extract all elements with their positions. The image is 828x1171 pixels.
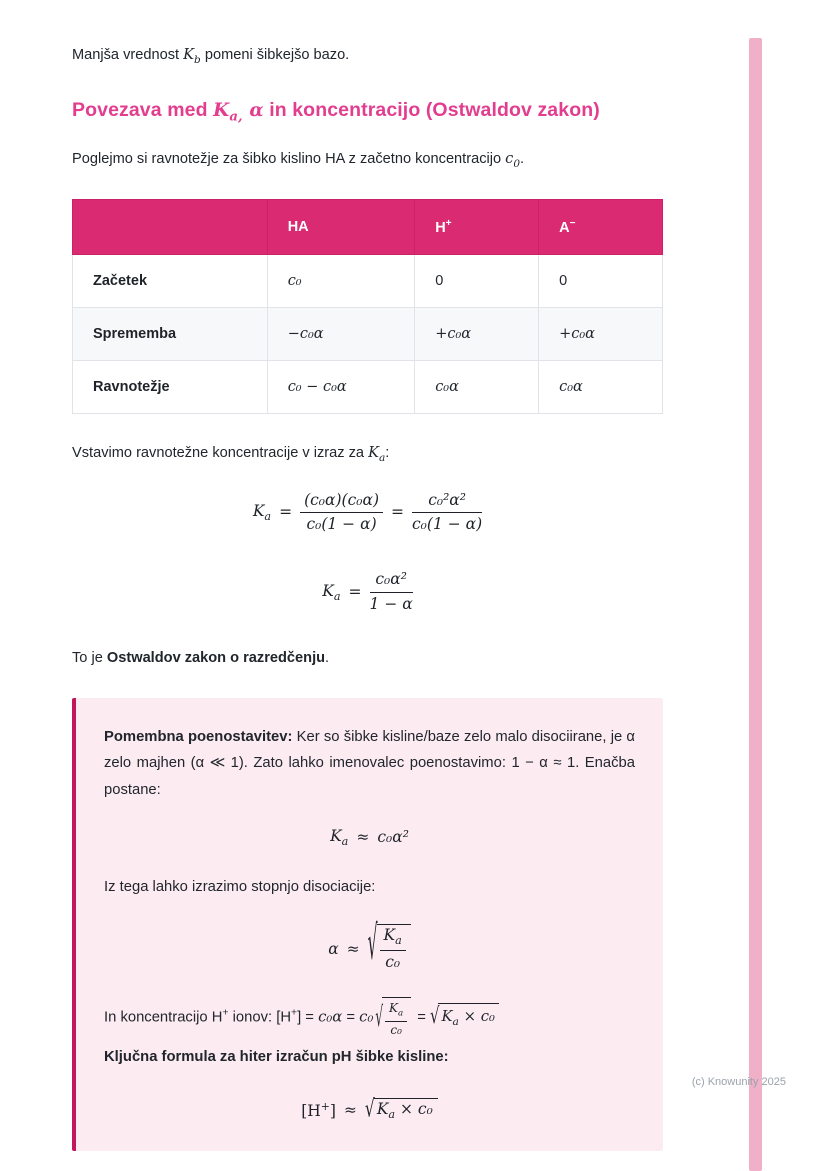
approx-sign: ≈	[343, 1100, 357, 1119]
header-h-plus: H+	[415, 200, 539, 255]
row-label: Sprememba	[73, 307, 268, 360]
tagline-text-pre: To je	[72, 650, 107, 667]
tagline-text-post: .	[325, 650, 330, 667]
math-var-ka: $K_{a,}$	[213, 99, 243, 125]
cell-math: −c₀α	[267, 307, 415, 360]
table-row-ravnotezje	[73, 360, 663, 413]
math-var-alpha: α	[328, 939, 339, 958]
callout-paragraph-h-ions: In koncentracijo H+ ionov: [H+] = c₀α = c₀ √ $\frac{K_a}{\text{c₀}}$ = √ $K_a \times c_0$	[104, 997, 635, 1038]
row-label: Začetek	[73, 254, 268, 307]
document-content	[72, 0, 663, 1151]
cell-math: c₀	[267, 254, 415, 307]
equals-sign: =	[279, 503, 293, 522]
intro-text-pre: Manjša vrednost	[72, 47, 184, 63]
header-ha: HA	[267, 200, 415, 255]
callout-paragraph-simplification	[104, 724, 635, 803]
ostwald-law-name: Ostwaldov zakon o razredčenju	[106, 650, 326, 667]
table-header-row	[73, 200, 663, 255]
callout-key-formula-label: Ključna formula za hiter izračun pH šibke kisline:	[104, 1048, 449, 1065]
section-heading	[72, 99, 663, 125]
table-row-sprememba	[73, 307, 663, 360]
cell-math: c₀α	[539, 360, 663, 413]
square-root: √ $K_a \times c_0$	[365, 1098, 438, 1121]
page-edge-stripe	[749, 38, 762, 1171]
h-concentration: [H+]	[301, 1099, 336, 1120]
ice-table	[72, 199, 663, 414]
ostwald-statement	[72, 648, 663, 670]
radical-sign: √	[375, 1001, 384, 1034]
lead-text-pre: Poglejmo si ravnotežje za šibko kislino HA z začetno koncentracijo	[72, 151, 506, 168]
cell-value: 0	[539, 254, 663, 307]
formula-ka-definition	[72, 491, 663, 535]
math-var-ka: $K_a$	[322, 581, 341, 603]
lead-paragraph	[72, 148, 663, 173]
formula-alpha-approx	[104, 916, 635, 972]
cell-value: 0	[415, 254, 539, 307]
fraction: $\frac{K_a}{\text{c₀}}$	[380, 926, 406, 972]
radical-sign: √	[367, 916, 378, 971]
math-var-alpha: α	[242, 99, 264, 121]
cell-math: c₀ − c₀α	[267, 360, 415, 413]
math-var-ka: $K_a$	[252, 501, 272, 523]
callout-paragraph-disociacija: Iz tega lahko izrazimo stopnjo disociacije:	[104, 879, 376, 895]
fraction: $\frac{\text{(c₀α)(c₀α)}}{\text{c₀(1 − α)}}$	[300, 491, 383, 535]
heading-text-pre: Povezava med	[72, 98, 214, 121]
square-root: √ $\frac{K_a}{\text{c₀}}$	[375, 997, 411, 1038]
callout-bold-lead: Pomembna poenostavitev:	[104, 728, 293, 745]
vstavimo-paragraph	[72, 442, 663, 467]
intro-text-post: pomeni šibkejšo bazo.	[200, 47, 350, 63]
cell-math: +c₀α	[539, 307, 663, 360]
callout-box	[72, 698, 663, 1151]
radical-sign: √	[430, 1003, 440, 1029]
square-root	[367, 916, 411, 972]
equals-sign: =	[391, 503, 404, 522]
intro-paragraph	[72, 44, 663, 69]
vstavimo-text-post: :	[385, 444, 390, 461]
math-expr: c₀	[359, 1008, 374, 1026]
approx-sign: ≈	[346, 939, 360, 958]
math-var-ka: $K_a$	[330, 826, 349, 848]
math-var-kb: $K_b$	[183, 46, 201, 66]
math-expr: c₀α²	[377, 828, 409, 847]
vstavimo-text-pre: Vstavimo ravnotežne koncentracije v izraz za	[72, 444, 369, 461]
formula-ostwald	[72, 570, 663, 614]
formula-key-ph	[104, 1094, 635, 1123]
fraction: $\frac{\text{c₀α²}}{1 - \alpha}$	[369, 570, 413, 613]
radical-sign: √	[364, 1094, 375, 1123]
math-expr: c₀α	[318, 1008, 343, 1026]
header-empty	[73, 200, 268, 255]
row-label: Ravnotežje	[73, 360, 268, 413]
math-var-c0: $c_0$	[505, 150, 521, 171]
heading-text-post: in koncentracijo (Ostwaldov zakon)	[263, 98, 600, 121]
fraction: $\frac{\text{c₀²α²}}{\text{c₀(1 − α)}}$	[412, 490, 483, 533]
table-row-zacetek	[73, 254, 663, 307]
lead-text-post: .	[520, 151, 525, 168]
cell-math: +c₀α	[415, 307, 539, 360]
math-var-ka: $K_a$	[368, 443, 386, 464]
watermark: (c) Knowunity 2025	[691, 1076, 786, 1088]
header-a-minus: A−	[539, 200, 663, 255]
formula-ka-approx	[104, 827, 635, 848]
cell-math: c₀α	[415, 360, 539, 413]
equals-sign: =	[348, 583, 362, 602]
callout-text: Ker so šibke kisline/baze zelo malo disociirane, je α zelo majhen (α ≪ 1). Zato lahko imenovalec poenostavimo: 1 − α ≈ 1. Enačba postane:	[104, 728, 635, 798]
approx-sign: ≈	[356, 828, 370, 847]
square-root: √ $K_a \times c_0$	[430, 1003, 499, 1032]
